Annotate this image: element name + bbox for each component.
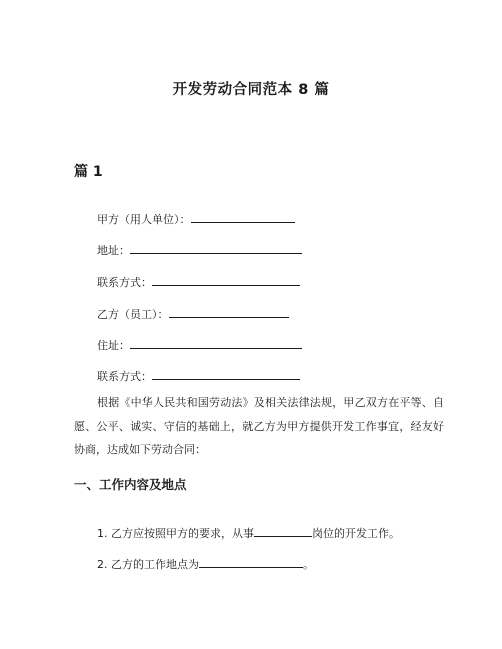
field-label: 住址： bbox=[97, 339, 130, 352]
field-label: 地址： bbox=[97, 244, 130, 257]
section-title: 篇 1 bbox=[74, 164, 103, 180]
clause-item bbox=[97, 556, 314, 572]
party-a-contact-field bbox=[97, 274, 300, 290]
fill-blank bbox=[130, 337, 302, 349]
item-text-after: 岗位的开发工作。 bbox=[312, 527, 400, 540]
field-label: 联系方式： bbox=[97, 276, 152, 289]
intro-paragraph: 根据《中华人民共和国劳动法》及相关法律法规，甲乙双方在平等、自愿、公平、诚实、守信的基础上，就乙方为甲方提供开发工作事宜，经友好协商，达成如下劳动合同： bbox=[74, 396, 444, 456]
fill-blank bbox=[169, 306, 289, 318]
party-b-contact-field bbox=[97, 368, 300, 384]
field-label: 甲方（用人单位）： bbox=[97, 213, 191, 226]
item-text-after: 。 bbox=[303, 558, 314, 571]
item-number: 1. bbox=[97, 527, 108, 540]
party-b-field bbox=[97, 306, 289, 322]
fill-blank bbox=[130, 242, 302, 254]
clause-item bbox=[97, 525, 400, 541]
document-title: 开发劳动合同范本 8 篇 bbox=[172, 82, 330, 98]
item-text-before: 乙方的工作地点为 bbox=[111, 558, 199, 571]
fill-blank bbox=[199, 556, 303, 568]
fill-blank bbox=[191, 211, 295, 223]
clause-heading: 一、工作内容及地点 bbox=[74, 477, 187, 492]
item-number: 2. bbox=[97, 558, 108, 571]
fill-blank bbox=[152, 368, 300, 380]
field-label: 联系方式： bbox=[97, 370, 152, 383]
fill-blank bbox=[152, 274, 300, 286]
fill-blank bbox=[254, 525, 312, 537]
party-b-address-field bbox=[97, 337, 302, 353]
party-a-address-field bbox=[97, 242, 302, 258]
party-a-field bbox=[97, 211, 295, 227]
field-label: 乙方（员工）： bbox=[97, 308, 169, 321]
item-text-before: 乙方应按照甲方的要求，从事 bbox=[111, 527, 254, 540]
